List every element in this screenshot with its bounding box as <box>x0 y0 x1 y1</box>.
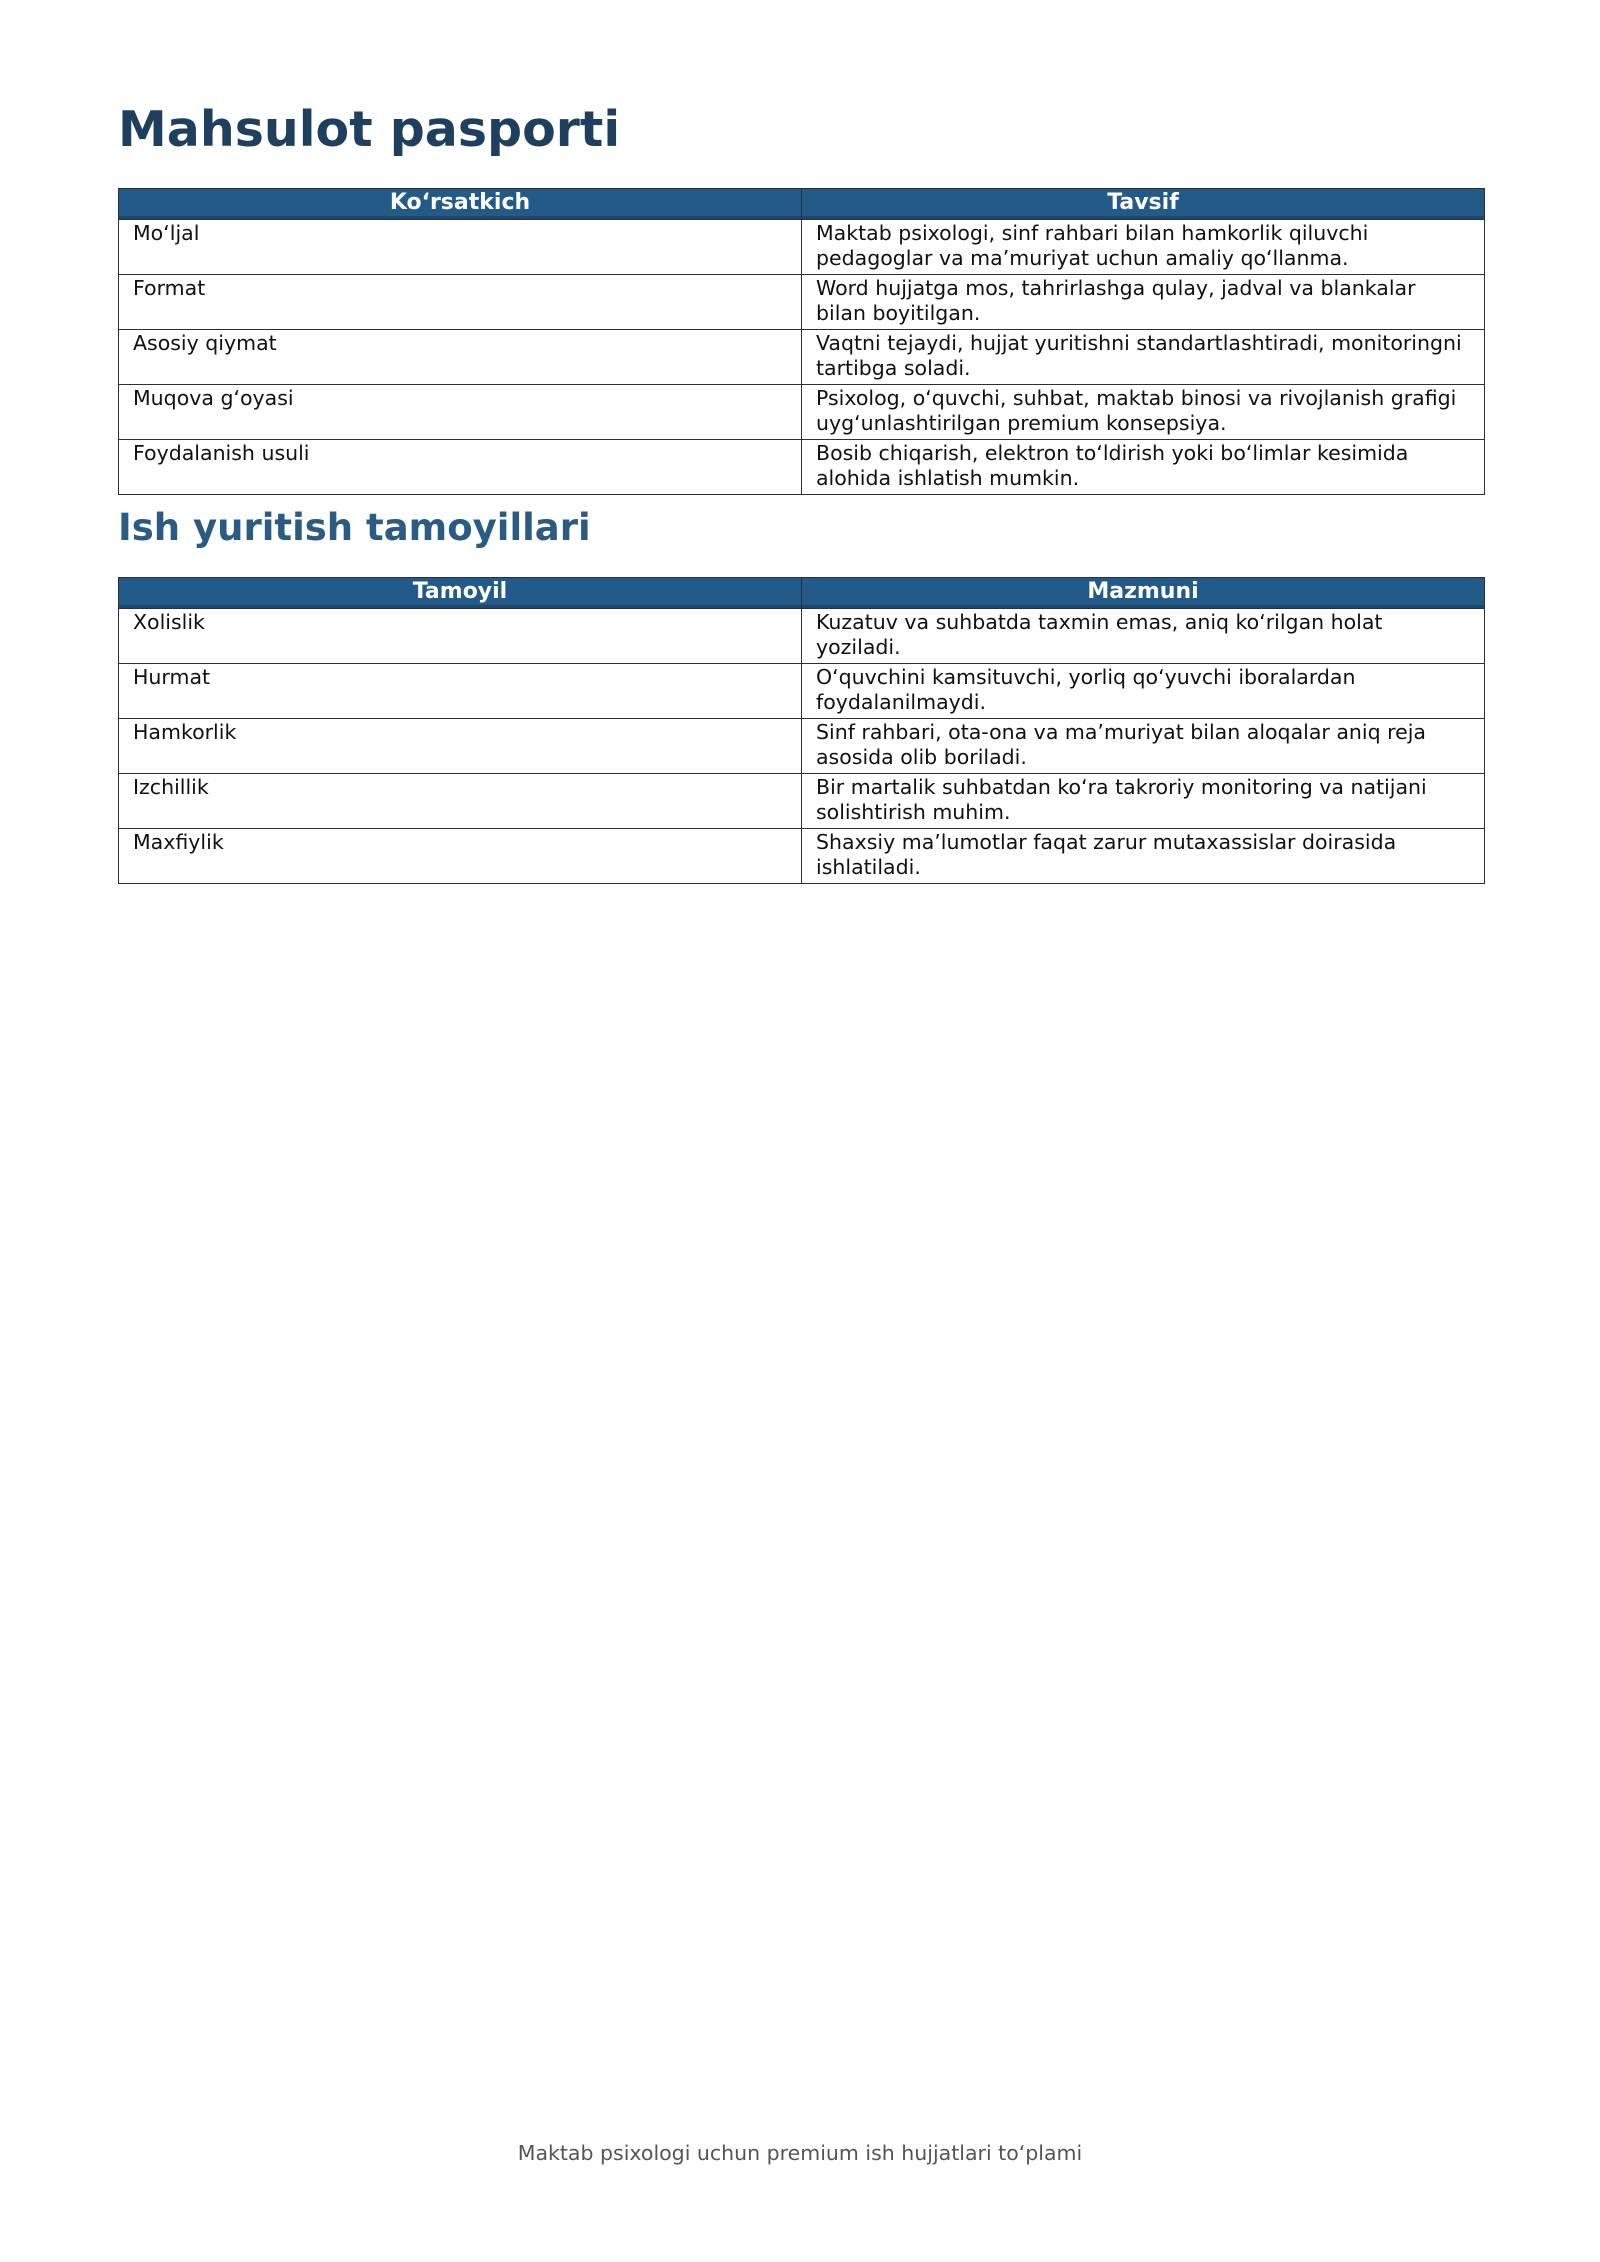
table-row <box>119 609 1485 664</box>
table-row <box>119 664 1485 719</box>
row-value: Sinf rahbari, ota-ona va ma’muriyat bilan aloqalar aniq reja asosida olib boriladi. <box>802 719 1485 774</box>
row-label: Izchillik <box>119 774 802 829</box>
row-value: Bir martalik suhbatdan ko‘ra takroriy monitoring va natijani solishtirish muhim. <box>802 774 1485 829</box>
row-label: Asosiy qiymat <box>119 330 802 385</box>
column-header-content: Mazmuni <box>802 578 1485 609</box>
row-value: Psixolog, o‘quvchi, suhbat, maktab binosi va rivojlanish grafigi uyg‘unlashtirilgan premium konsepsiya. <box>802 385 1485 440</box>
table-row <box>119 275 1485 330</box>
table-row <box>119 220 1485 275</box>
table-row <box>119 829 1485 884</box>
principles-table <box>118 577 1485 884</box>
row-label: Maxfiylik <box>119 829 802 884</box>
column-header-description: Tavsif <box>802 189 1485 220</box>
row-value: Kuzatuv va suhbatda taxmin emas, aniq ko‘rilgan holat yoziladi. <box>802 609 1485 664</box>
table-row <box>119 719 1485 774</box>
table-row <box>119 385 1485 440</box>
row-value: Maktab psixologi, sinf rahbari bilan hamkorlik qiluvchi pedagoglar va ma’muriyat uchun amaliy qo‘llanma. <box>802 220 1485 275</box>
table-header-row <box>119 578 1485 609</box>
table-row <box>119 330 1485 385</box>
section-title: Ish yuritish tamoyillari <box>118 506 591 549</box>
table-row <box>119 440 1485 495</box>
row-label: Muqova g‘oyasi <box>119 385 802 440</box>
row-label: Hurmat <box>119 664 802 719</box>
column-header-principle: Tamoyil <box>119 578 802 609</box>
row-label: Foydalanish usuli <box>119 440 802 495</box>
table-header-row <box>119 189 1485 220</box>
row-value: Bosib chiqarish, elektron to‘ldirish yoki bo‘limlar kesimida alohida ishlatish mumkin. <box>802 440 1485 495</box>
row-label: Format <box>119 275 802 330</box>
page-title: Mahsulot pasporti <box>118 101 621 158</box>
row-value: Vaqtni tejaydi, hujjat yuritishni standartlashtiradi, monitoringni tartibga soladi. <box>802 330 1485 385</box>
row-value: O‘quvchini kamsituvchi, yorliq qo‘yuvchi iboralardan foydalanilmaydi. <box>802 664 1485 719</box>
page-footer: Maktab psixologi uchun premium ish hujjatlari to‘plami <box>517 2141 1083 2165</box>
row-label: Xolislik <box>119 609 802 664</box>
row-label: Hamkorlik <box>119 719 802 774</box>
passport-table <box>118 188 1485 495</box>
document-page <box>118 92 1484 884</box>
table-row <box>119 774 1485 829</box>
row-value: Shaxsiy ma’lumotlar faqat zarur mutaxassislar doirasida ishlatiladi. <box>802 829 1485 884</box>
column-header-indicator: Ko‘rsatkich <box>119 189 802 220</box>
row-label: Mo‘ljal <box>119 220 802 275</box>
row-value: Word hujjatga mos, tahrirlashga qulay, jadval va blankalar bilan boyitilgan. <box>802 275 1485 330</box>
